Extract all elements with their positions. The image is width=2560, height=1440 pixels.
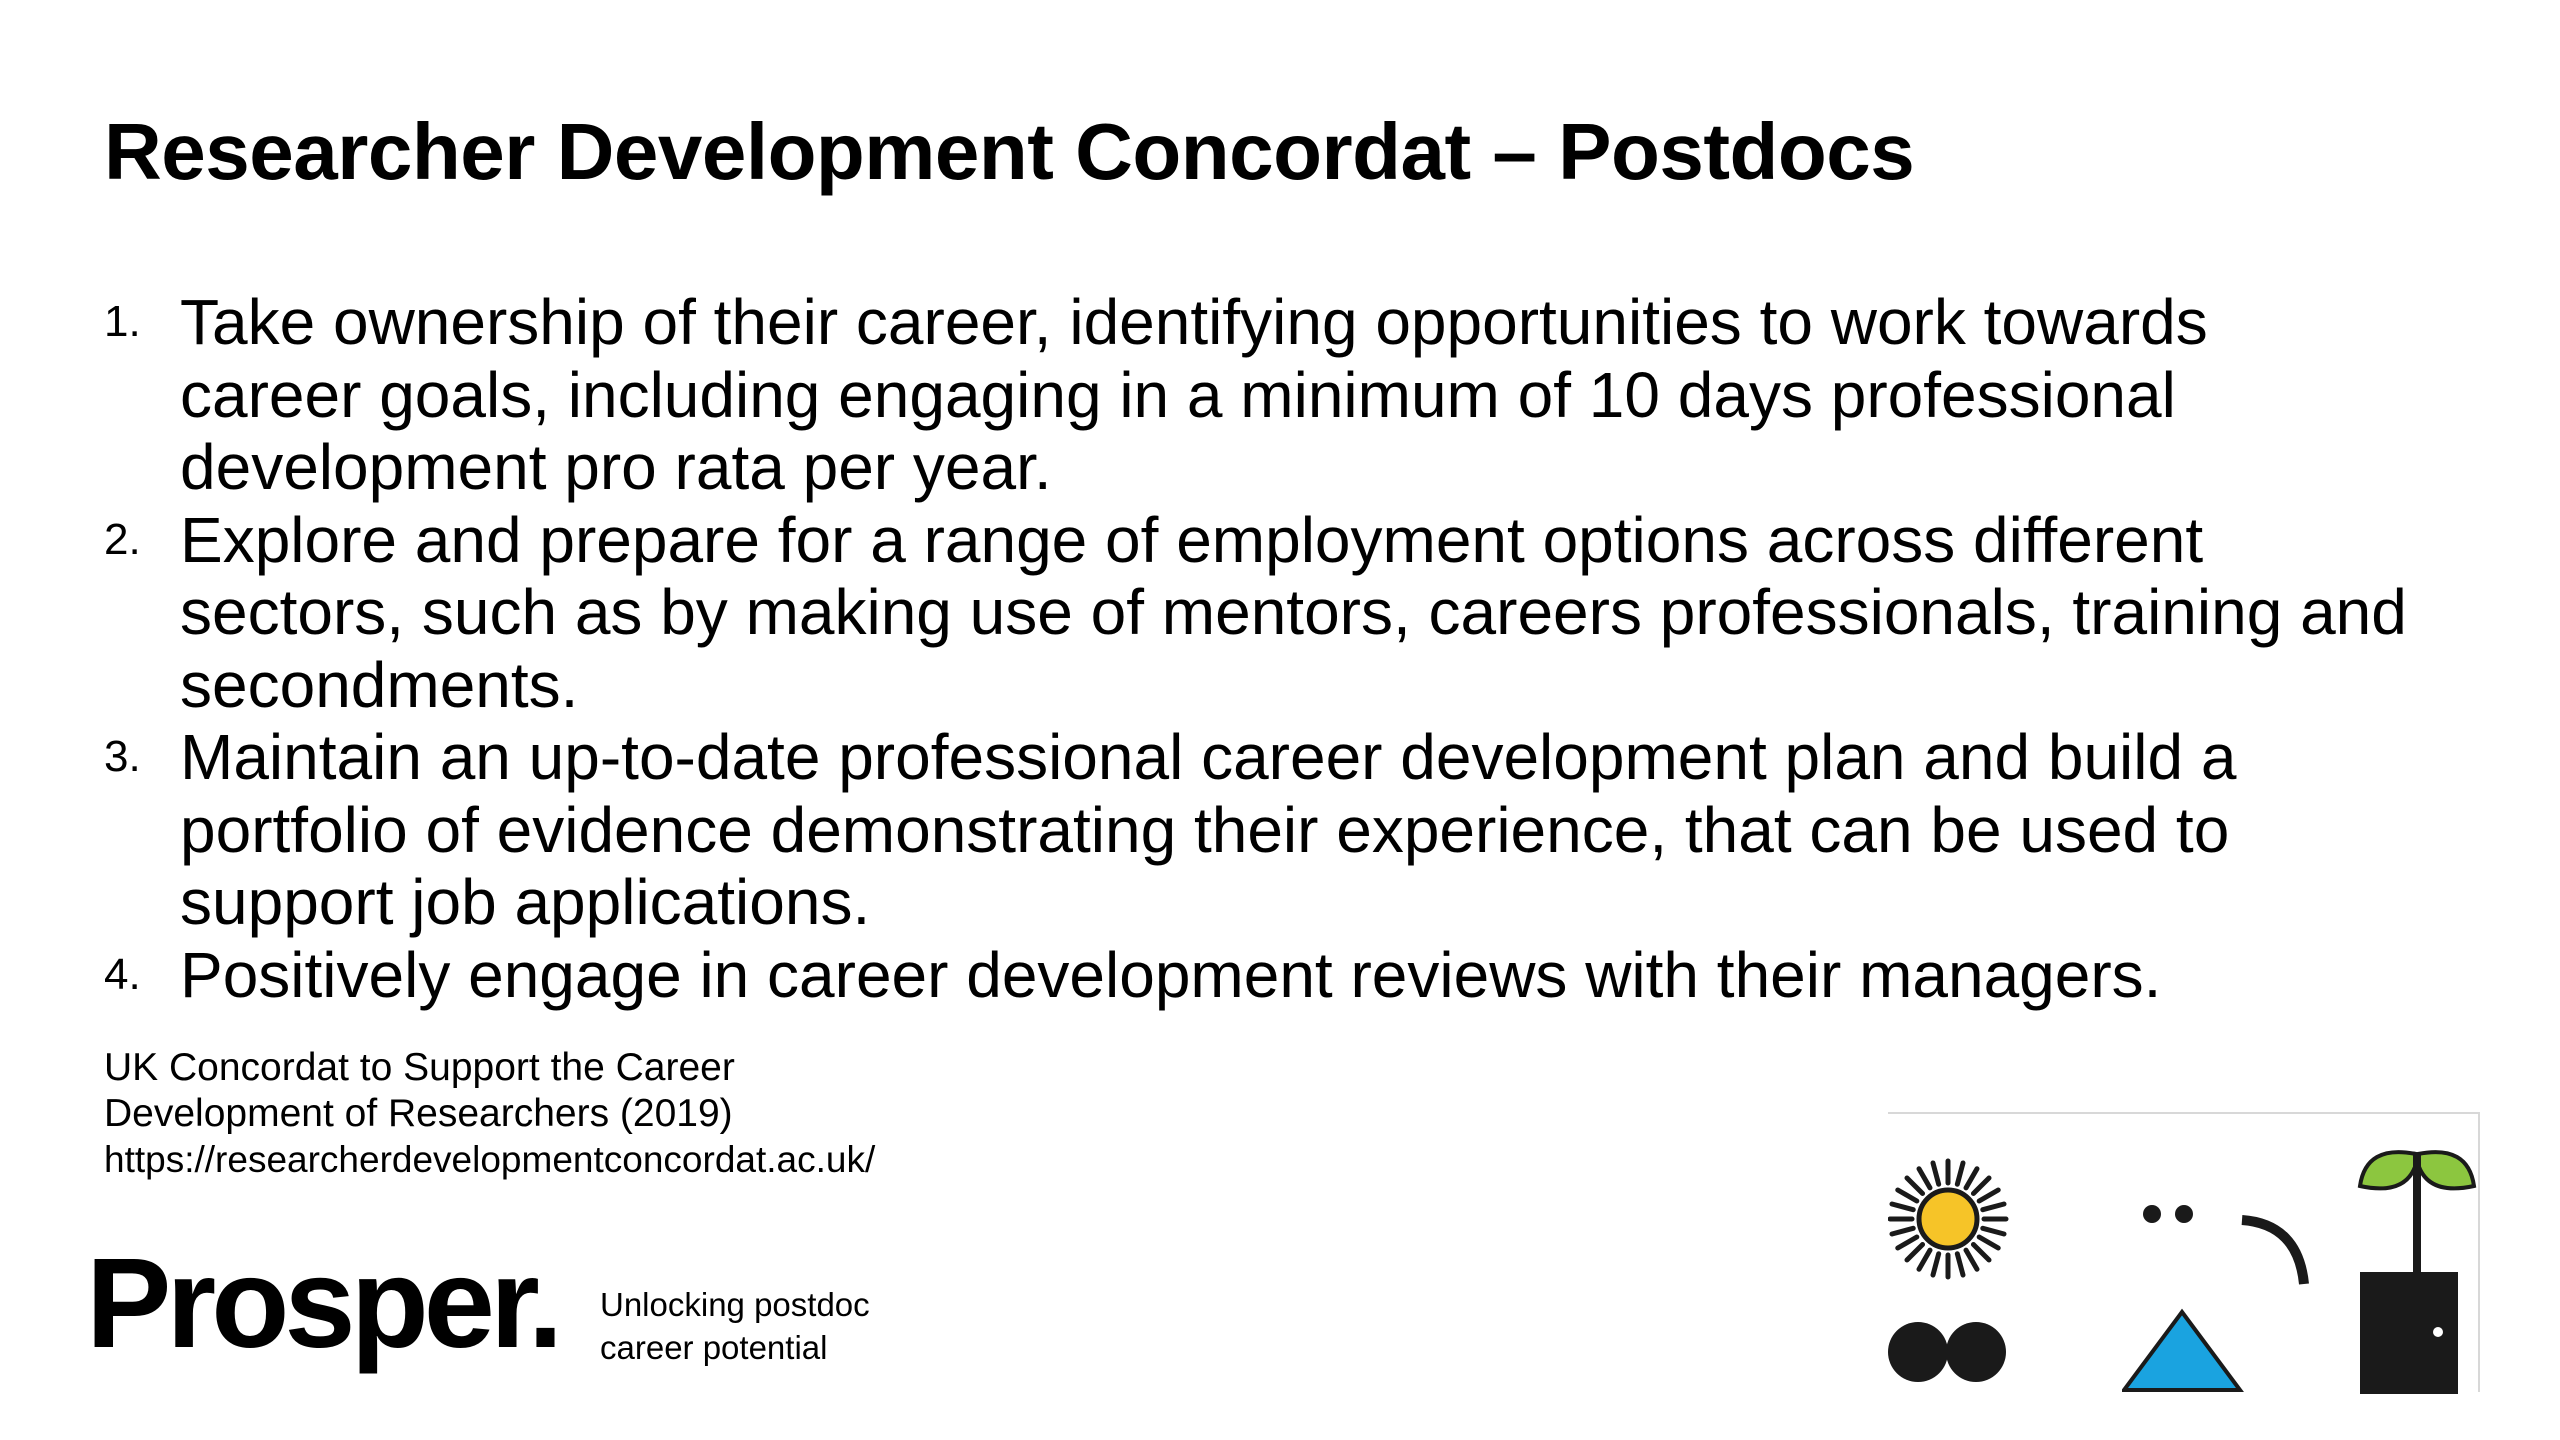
list-item-number: 2. (104, 514, 141, 564)
prosper-logo: Prosper. (86, 1232, 559, 1375)
citation-url[interactable]: https://researcherdevelopmentconcordat.ac.uk/ (104, 1139, 876, 1180)
list-item-number: 4. (104, 949, 141, 999)
sun-ray (1957, 1163, 1963, 1184)
sun-ray (1979, 1237, 1998, 1248)
sun-ray (1957, 1254, 1963, 1275)
sun-ray (1966, 1169, 1977, 1188)
list-item-line: portfolio of evidence demonstrating their experience, that can be used to (180, 793, 2230, 866)
sun-ray (1898, 1190, 1917, 1201)
sun-ray (1919, 1169, 1930, 1188)
tagline-line: Unlocking postdoc (600, 1286, 870, 1323)
concordat-list (104, 286, 2464, 1011)
icon-panel (1888, 1112, 2480, 1392)
list-item-line: sectors, such as by making use of mentors, careers professionals, training and (180, 576, 2407, 648)
list-item-line: secondments. (180, 648, 579, 721)
list-item-line: Positively engage in career development reviews with their managers. (180, 938, 2162, 1011)
sun-ray (1979, 1190, 1998, 1201)
list-item-line: career goals, including engaging in a minimum of 10 days professional (180, 358, 2176, 431)
sun-ray (1933, 1163, 1939, 1184)
list-item (104, 721, 2464, 939)
tagline-line: career potential (600, 1329, 828, 1366)
sun-ray (1898, 1237, 1917, 1248)
citation (104, 1045, 875, 1183)
list-item-number: 3. (104, 732, 141, 781)
sun-ray (1983, 1228, 2004, 1234)
list-item-number: 1. (104, 297, 141, 346)
list-item-line: Explore and prepare for a range of employment options across different (180, 503, 2204, 576)
plant-pot-icon (2356, 1114, 2486, 1394)
sun-ray (1919, 1250, 1930, 1269)
sun-ray (1966, 1250, 1977, 1269)
citation-line: Development of Researchers (2019) (104, 1092, 733, 1135)
page-title: Researcher Development Concordat – Postdocs (104, 107, 1915, 196)
sun-ray (1907, 1178, 1923, 1194)
face-icon (2138, 1184, 2338, 1294)
list-item-line: development pro rata per year. (180, 431, 1052, 503)
sun-ray (1892, 1228, 1913, 1234)
list-item (104, 939, 2464, 1012)
list-item-line: Maintain an up-to-date professional career development plan and build a (180, 721, 2237, 793)
sun-icon (1888, 1154, 2018, 1284)
tagline (600, 1283, 870, 1369)
list-item (104, 286, 2464, 504)
sun-ray (1983, 1204, 2004, 1210)
sun-ray (1892, 1204, 1913, 1210)
sun-ray (1907, 1244, 1923, 1260)
triangle-icon (2122, 1306, 2252, 1396)
sun-ray (1973, 1244, 1989, 1260)
list-item (104, 504, 2464, 722)
two-circles-icon (1888, 1312, 2018, 1392)
sun-ray (1973, 1178, 1989, 1194)
list-item-line: support job applications. (180, 866, 871, 938)
sun-ray (1933, 1254, 1939, 1275)
citation-line: UK Concordat to Support the Career (104, 1046, 735, 1089)
list-item-line: Take ownership of their career, identifying opportunities to work towards (180, 286, 2208, 358)
